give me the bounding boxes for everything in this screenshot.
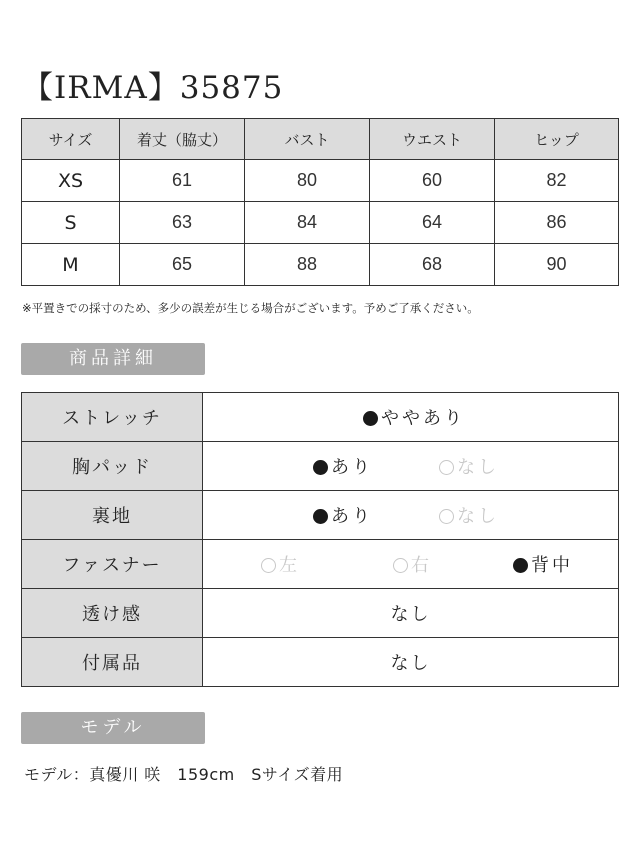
detail-label: 透け感: [22, 589, 203, 638]
empty-circle-icon: [439, 509, 454, 524]
detail-label: 胸パッド: [22, 442, 203, 491]
header-bust: バスト: [245, 119, 370, 160]
header-length: 着丈（脇丈）: [120, 119, 245, 160]
size-table: [21, 118, 619, 286]
detail-content: [203, 540, 619, 589]
detail-row-sheer: [22, 589, 619, 638]
detail-label: ファスナー: [22, 540, 203, 589]
hip-value: 86: [495, 202, 619, 244]
detail-value: なし: [203, 589, 619, 638]
hip-value: 90: [495, 244, 619, 286]
measurement-note: ※平置きでの採寸のため、多少の誤差が生じる場合がございます。予めご了承ください。: [22, 301, 479, 315]
detail-value: なし: [203, 638, 619, 687]
bust-value: 80: [245, 160, 370, 202]
model-section-label: モデル: [21, 712, 205, 744]
length-value: 63: [120, 202, 245, 244]
waist-value: 68: [370, 244, 495, 286]
filled-circle-icon: [363, 411, 378, 426]
details-section-label: 商品詳細: [21, 343, 205, 375]
size-row-s: [22, 202, 619, 244]
size-label: S: [22, 202, 120, 244]
size-row-xs: [22, 160, 619, 202]
header-hip: ヒップ: [495, 119, 619, 160]
empty-circle-icon: [439, 460, 454, 475]
filled-circle-icon: [513, 558, 528, 573]
bust-value: 84: [245, 202, 370, 244]
option-unselected: 左: [261, 551, 300, 577]
option-selected: あり: [313, 502, 373, 528]
filled-circle-icon: [313, 509, 328, 524]
option-unselected: なし: [439, 502, 499, 528]
option-unselected: なし: [439, 453, 499, 479]
filled-circle-icon: [313, 460, 328, 475]
option-selected: ややあり: [363, 404, 465, 430]
header-size: サイズ: [22, 119, 120, 160]
detail-content: [203, 491, 619, 540]
header-waist: ウエスト: [370, 119, 495, 160]
detail-label: 裏地: [22, 491, 203, 540]
length-value: 65: [120, 244, 245, 286]
details-table: [21, 392, 619, 687]
model-info: モデル：真優川 咲 159cm Sサイズ着用: [24, 765, 344, 784]
bust-value: 88: [245, 244, 370, 286]
detail-row-accessories: [22, 638, 619, 687]
size-table-header-row: [22, 119, 619, 160]
size-row-m: [22, 244, 619, 286]
detail-content: [203, 393, 619, 442]
hip-value: 82: [495, 160, 619, 202]
length-value: 61: [120, 160, 245, 202]
detail-label: ストレッチ: [22, 393, 203, 442]
empty-circle-icon: [393, 558, 408, 573]
waist-value: 60: [370, 160, 495, 202]
option-selected: 背中: [513, 551, 573, 577]
detail-row-stretch: [22, 393, 619, 442]
detail-row-zipper: [22, 540, 619, 589]
page-title: 【IRMA】35875: [22, 70, 284, 106]
option-unselected: 右: [393, 551, 432, 577]
detail-row-pad: [22, 442, 619, 491]
detail-label: 付属品: [22, 638, 203, 687]
size-label: M: [22, 244, 120, 286]
waist-value: 64: [370, 202, 495, 244]
empty-circle-icon: [261, 558, 276, 573]
detail-content: [203, 442, 619, 491]
option-selected: あり: [313, 453, 373, 479]
detail-row-lining: [22, 491, 619, 540]
size-label: XS: [22, 160, 120, 202]
